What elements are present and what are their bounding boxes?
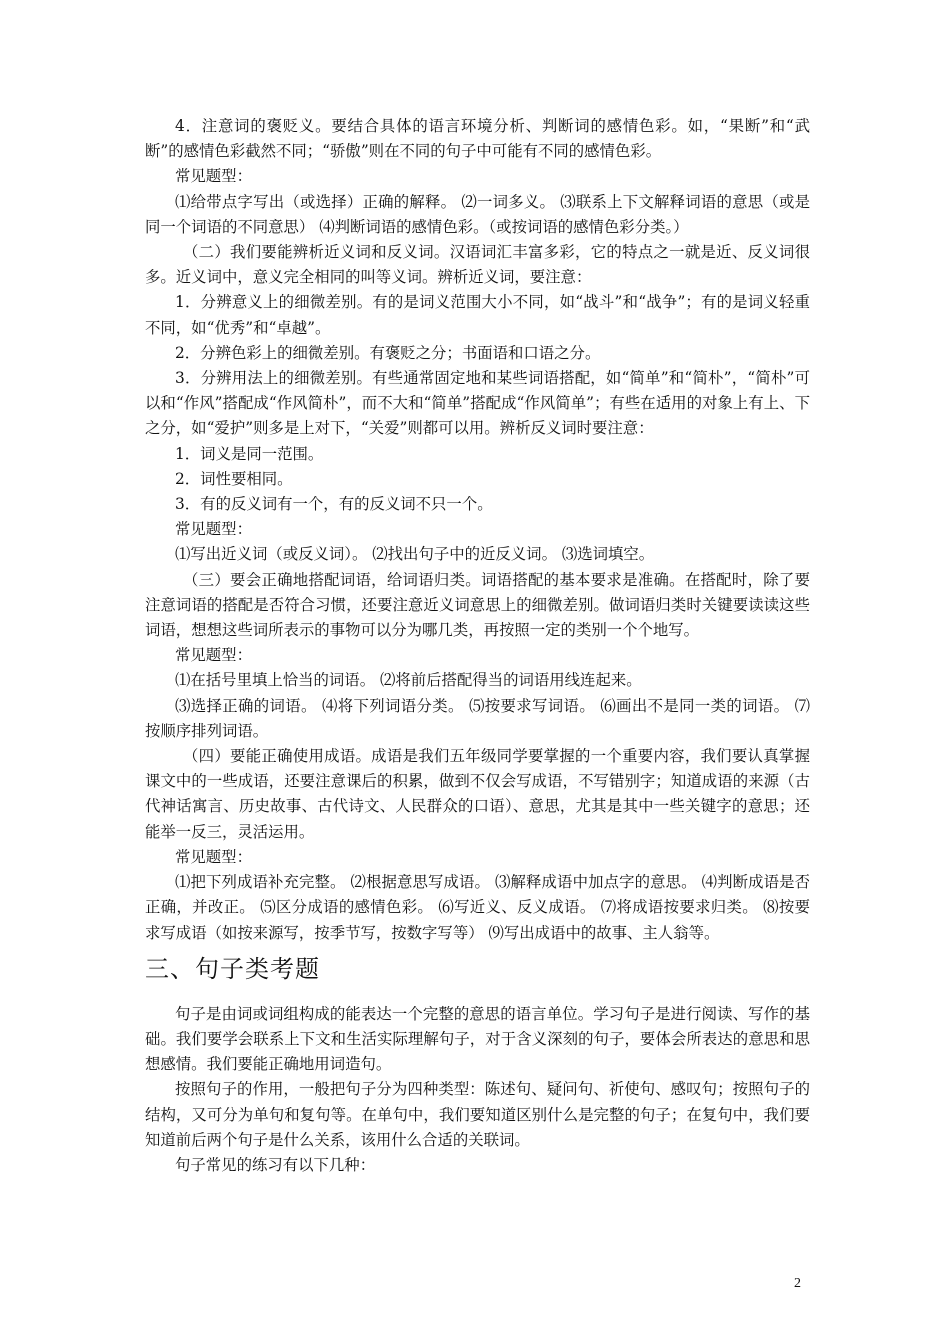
paragraph: （二）我们要能辨析近义词和反义词。汉语词汇丰富多彩，它的特点之一就是近、反义词很多。近义词中，意义完全相同的叫等义词。辨析近义词，要注意： [145, 243, 810, 287]
paragraph: 3．分辨用法上的细微差别。有些通常固定地和某些词语搭配，如“简单”和“简朴”，“简朴”可以和“作风”搭配成“作风简朴”，而不大和“简单”搭配成“作风简单”；有些在适用的对象上有上、下之分，如“爱护”则多是上对下，“关爱”则都可以用。辨析反义词时要注意： [145, 369, 810, 438]
paragraph: 常见题型： [175, 167, 252, 186]
paragraph: 常见题型： [175, 646, 252, 665]
paragraph: ⑶选择正确的词语。 ⑷将下列词语分类。 ⑸按要求写词语。 ⑹画出不是同一类的词语。 ⑺按顺序排列词语。 [145, 696, 810, 740]
paragraph: 2．词性要相同。 [175, 469, 293, 488]
paragraph: 常见题型： [175, 847, 252, 866]
paragraph: 句子常见的练习有以下几种： [175, 1155, 376, 1174]
paragraph: ⑴把下列成语补充完整。 ⑵根据意思写成语。 ⑶解释成语中加点字的意思。 ⑷判断成语是否正确，并改正。 ⑸区分成语的感情色彩。 ⑹写近义、反义成语。 ⑺将成语按要求归类。 ⑻按要求写成语（如按来源写，按季节写，按数字写等） ⑼写出成语中的故事、主人翁等。 [145, 873, 810, 942]
body-text-top [145, 114, 810, 946]
paragraph: 2．分辨色彩上的细微差别。有褒贬之分；书面语和口语之分。 [175, 343, 601, 362]
paragraph: 4．注意词的褒贬义。要结合具体的语言环境分析、判断词的感情色彩。如，“果断”和“武断”的感情色彩截然不同；“骄傲”则在不同的句子中可能有不同的感情色彩。 [145, 117, 810, 161]
paragraph: （三）要会正确地搭配词语，给词语归类。词语搭配的基本要求是准确。在搭配时，除了要注意词语的搭配是否符合习惯，还要注意近义词意思上的细微差别。做词语归类时关键要读读这些词语，想想这些词所表示的事物可以分为哪几类，再按照一定的类别一个个地写。 [145, 570, 810, 640]
paragraph: 1．词义是同一范围。 [175, 444, 324, 463]
body-text-bottom [145, 1002, 810, 1178]
paragraph: 1．分辨意义上的细微差别。有的是词义范围大小不同，如“战斗”和“战争”；有的是词义轻重不同，如“优秀”和“卓越”。 [145, 293, 810, 337]
paragraph: （四）要能正确使用成语。成语是我们五年级同学要掌握的一个重要内容，我们要认真掌握课文中的一些成语，还要注意课后的积累，做到不仅会写成语，不写错别字；知道成语的来源（古代神话寓言、历史故事、古代诗文、人民群众的口语）、意思，尤其是其中一些关键字的意思；还能举一反三，灵活运用。 [145, 747, 810, 841]
document-page [145, 114, 810, 1178]
paragraph: 按照句子的作用，一般把句子分为四种类型：陈述句、疑问句、祈使句、感叹句；按照句子的结构，又可分为单句和复句等。在单句中，我们要知道区别什么是完整的句子；在复句中，我们要知道前后两个句子是什么关系，该用什么合适的关联词。 [145, 1080, 810, 1149]
paragraph: ⑴写出近义词（或反义词）。 ⑵找出句子中的近反义词。 ⑶选词填空。 [175, 545, 655, 564]
paragraph: ⑴给带点字写出（或选择）正确的解释。 ⑵一词多义。 ⑶联系上下文解释词语的意思（或是同一个词语的不同意思） ⑷判断词语的感情色彩。（或按词语的感情色彩分类。） [145, 192, 810, 236]
page-number: 2 [794, 1276, 801, 1291]
paragraph: 句子是由词或词组构成的能表达一个完整的意思的语言单位。学习句子是进行阅读、写作的基础。我们要学会联系上下文和生活实际理解句子，对于含义深刻的句子，要体会所表达的意思和思想感情。我们要能正确地用词造句。 [145, 1004, 810, 1074]
paragraph: 常见题型： [175, 520, 252, 539]
paragraph: 3．有的反义词有一个，有的反义词不只一个。 [175, 495, 493, 514]
paragraph: ⑴在括号里填上恰当的词语。 ⑵将前后搭配得当的词语用线连起来。 [175, 671, 642, 690]
section-heading: 三、句子类考题 [145, 954, 320, 983]
